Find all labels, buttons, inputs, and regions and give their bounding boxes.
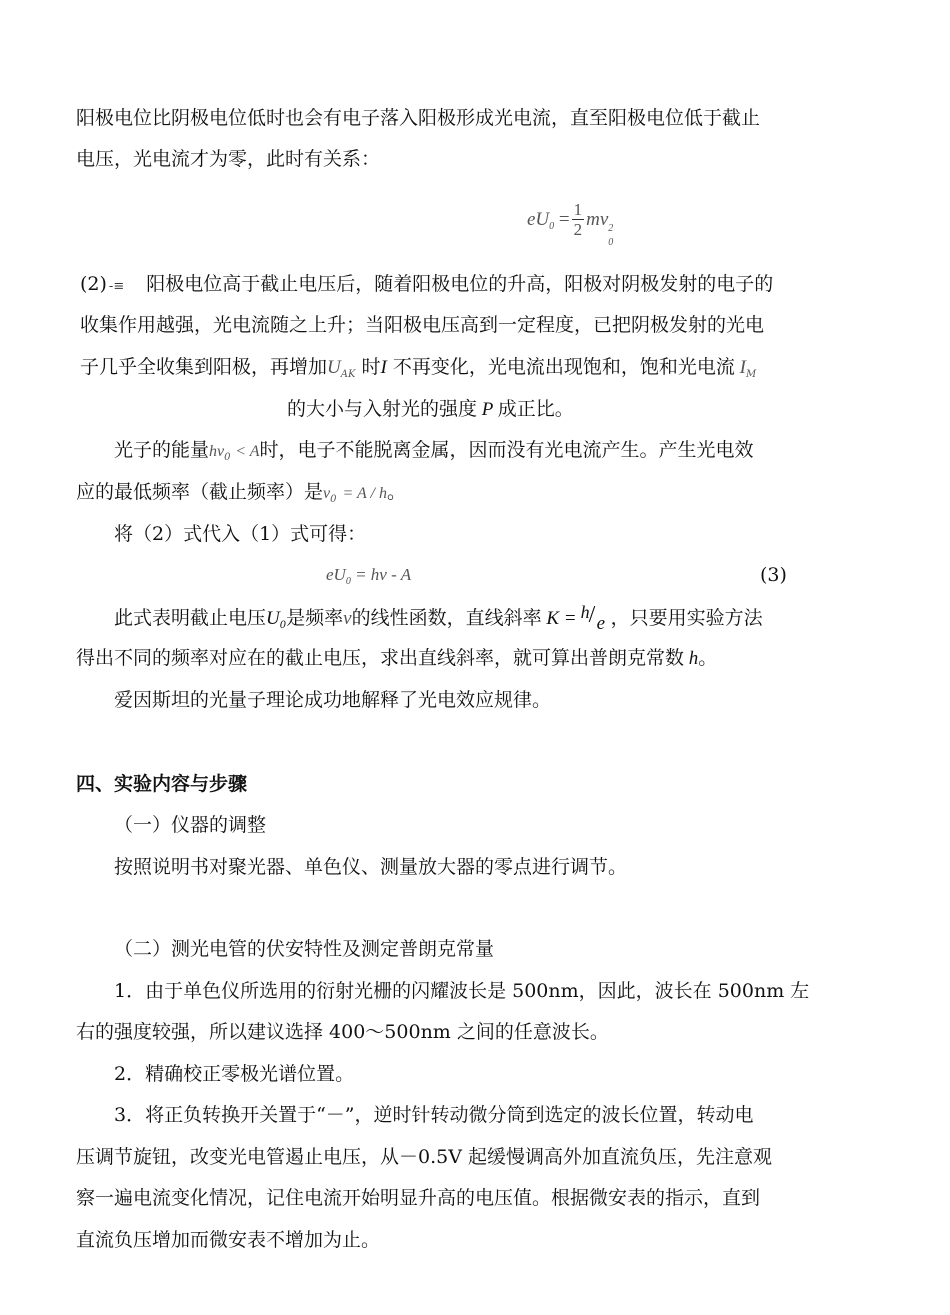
step-line: 压调节旋钮，改变光电管遏止电压，从－0.5V 起缓慢调高外加直流负压，先注意观 bbox=[76, 1146, 772, 1168]
step-line: 右的强度较强，所以建议选择 400～500nm 之间的任意波长。 bbox=[76, 1021, 609, 1043]
item-2-line: 收集作用越强，光电流随之上升；当阳极电压高到一定程度，已把阴极发射的光电 bbox=[80, 314, 765, 336]
item-2-line: (2) -≡ 阳极电位高于截止电压后，随着阳极电位的升高，阳极对阴极发射的电子的 bbox=[80, 273, 774, 295]
paragraph-line: 光子的能量$hv_0 < A$时，电子不能脱离金属，因而没有光电流产生。产生光电效 bbox=[114, 439, 754, 463]
item-2-line: 的大小与入射光的强度 P 成正比。 bbox=[287, 398, 574, 420]
paragraph-line: 爱因斯坦的光量子理论成功地解释了光电效应规律。 bbox=[114, 689, 552, 711]
step-line: 直流负压增加而微安表不增加为止。 bbox=[76, 1229, 381, 1251]
paragraph-line: 应的最低频率（截止频率）是$v_0 = A / h$。 bbox=[76, 481, 406, 505]
formula-einstein: $eU_0$ = hv - A bbox=[326, 565, 412, 587]
paragraph-line: 将（2）式代入（1）式可得： bbox=[114, 523, 367, 545]
subsection-heading: （二）测光电管的伏安特性及测定普朗克常量 bbox=[114, 938, 495, 960]
paragraph-line: 按照说明书对聚光器、单色仪、测量放大器的零点进行调节。 bbox=[114, 856, 628, 878]
formula-label: (3) bbox=[760, 564, 787, 586]
paragraph-line: 此式表明截止电压$U_0$是频率v的线性函数，直线斜率 K = h / e ，只要用实验方法 bbox=[114, 602, 763, 634]
paragraph-line: 阳极电位比阴极电位低时也会有电子落入阳极形成光电流，直至阳极电位低于截止 bbox=[76, 107, 761, 129]
step-line: 3．将正负转换开关置于“－”，逆时针转动微分筒到选定的波长位置，转动电 bbox=[114, 1104, 754, 1126]
slope-fraction: h / e bbox=[580, 602, 606, 634]
subsection-heading: （一）仪器的调整 bbox=[114, 814, 267, 836]
formula-cutoff-energy: $eU_0$ = $\frac{1}{2}$ mv 2 0 bbox=[527, 200, 614, 248]
step-line: 察一遍电流变化情况，记住电流开始明显升高的电压值。根据微安表的指示，直到 bbox=[76, 1187, 761, 1209]
item-marker: (2) bbox=[80, 273, 107, 295]
section-heading: 四、实验内容与步骤 bbox=[76, 773, 248, 795]
paragraph-line: 电压，光电流才为零，此时有关系： bbox=[76, 148, 381, 170]
item-2-line: 子几乎全收集到阳极，再增加$U_{AK}$ 时I 不再变化，光电流出现饱和，饱和光电流 $I_M$ bbox=[80, 356, 757, 380]
step-line: 2．精确校正零极光谱位置。 bbox=[114, 1063, 355, 1085]
paragraph-line: 得出不同的频率对应在的截止电压，求出直线斜率，就可算出普朗克常数 h。 bbox=[76, 647, 718, 669]
step-line: 1．由于单色仪所选用的衍射光栅的闪耀波长是 500nm，因此，波长在 500nm 左 bbox=[114, 980, 810, 1002]
